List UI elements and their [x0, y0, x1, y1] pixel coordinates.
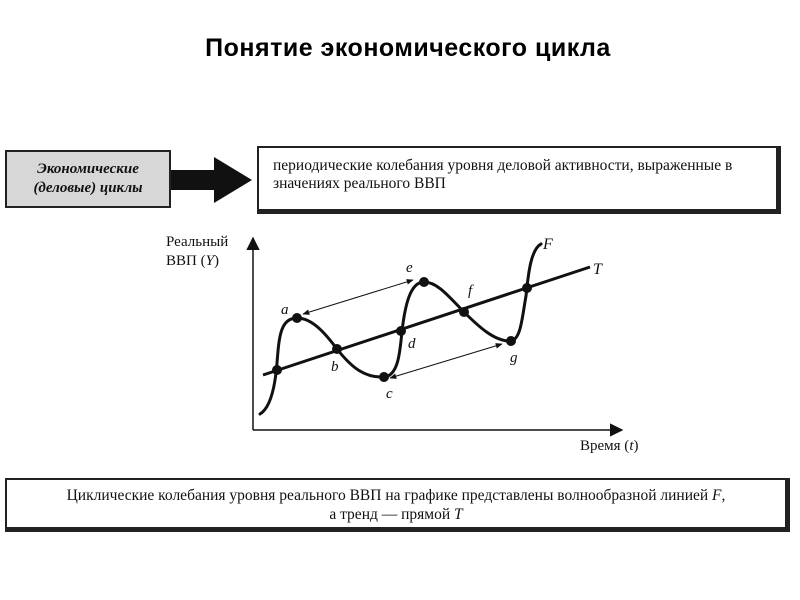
point-trend-end — [522, 283, 532, 293]
cycle-arrow-c-g — [390, 344, 502, 378]
point-g — [506, 336, 516, 346]
definition-text: периодические колебания уровня деловой активности, выраженные в значениях реального ВВП — [273, 157, 733, 192]
curve-label-f: F — [543, 236, 553, 253]
point-b — [332, 344, 342, 354]
point-label-a: a — [281, 302, 289, 318]
point-label-g: g — [510, 350, 518, 366]
x-axis-label: Время (t) — [580, 438, 639, 454]
caption-box — [5, 478, 790, 532]
point-f — [459, 307, 469, 317]
caption-line-2: а тренд — прямой T — [329, 506, 463, 523]
term-line-2: (деловые) циклы — [33, 180, 143, 196]
definition-box — [257, 146, 781, 214]
arrow-body — [171, 170, 217, 190]
page-title: Понятие экономического цикла — [205, 34, 611, 62]
business-cycle-diagram — [160, 228, 660, 468]
point-label-d: d — [408, 336, 416, 352]
arrow-head-icon — [214, 157, 252, 203]
point-label-f: f — [468, 283, 473, 299]
point-label-b: b — [331, 359, 339, 375]
point-e — [419, 277, 429, 287]
point-d — [396, 326, 406, 336]
term-box — [5, 150, 171, 208]
y-axis-label-line-1: Реальный — [166, 234, 229, 250]
cycle-arrow-a-e — [303, 280, 413, 314]
point-label-e: e — [406, 260, 413, 276]
term-line-1: Экономические — [37, 161, 139, 177]
point-c — [379, 372, 389, 382]
trend-label-t: T — [593, 261, 602, 278]
caption-line-1: Циклические колебания уровня реального ВВП на графике представлены волнообразной линией F, — [66, 487, 726, 504]
point-label-c: c — [386, 386, 393, 402]
point-a — [292, 313, 302, 323]
y-axis-label-line-2: ВВП (Y) — [166, 253, 219, 269]
term-text — [28, 160, 148, 198]
point-trend-start — [272, 365, 282, 375]
